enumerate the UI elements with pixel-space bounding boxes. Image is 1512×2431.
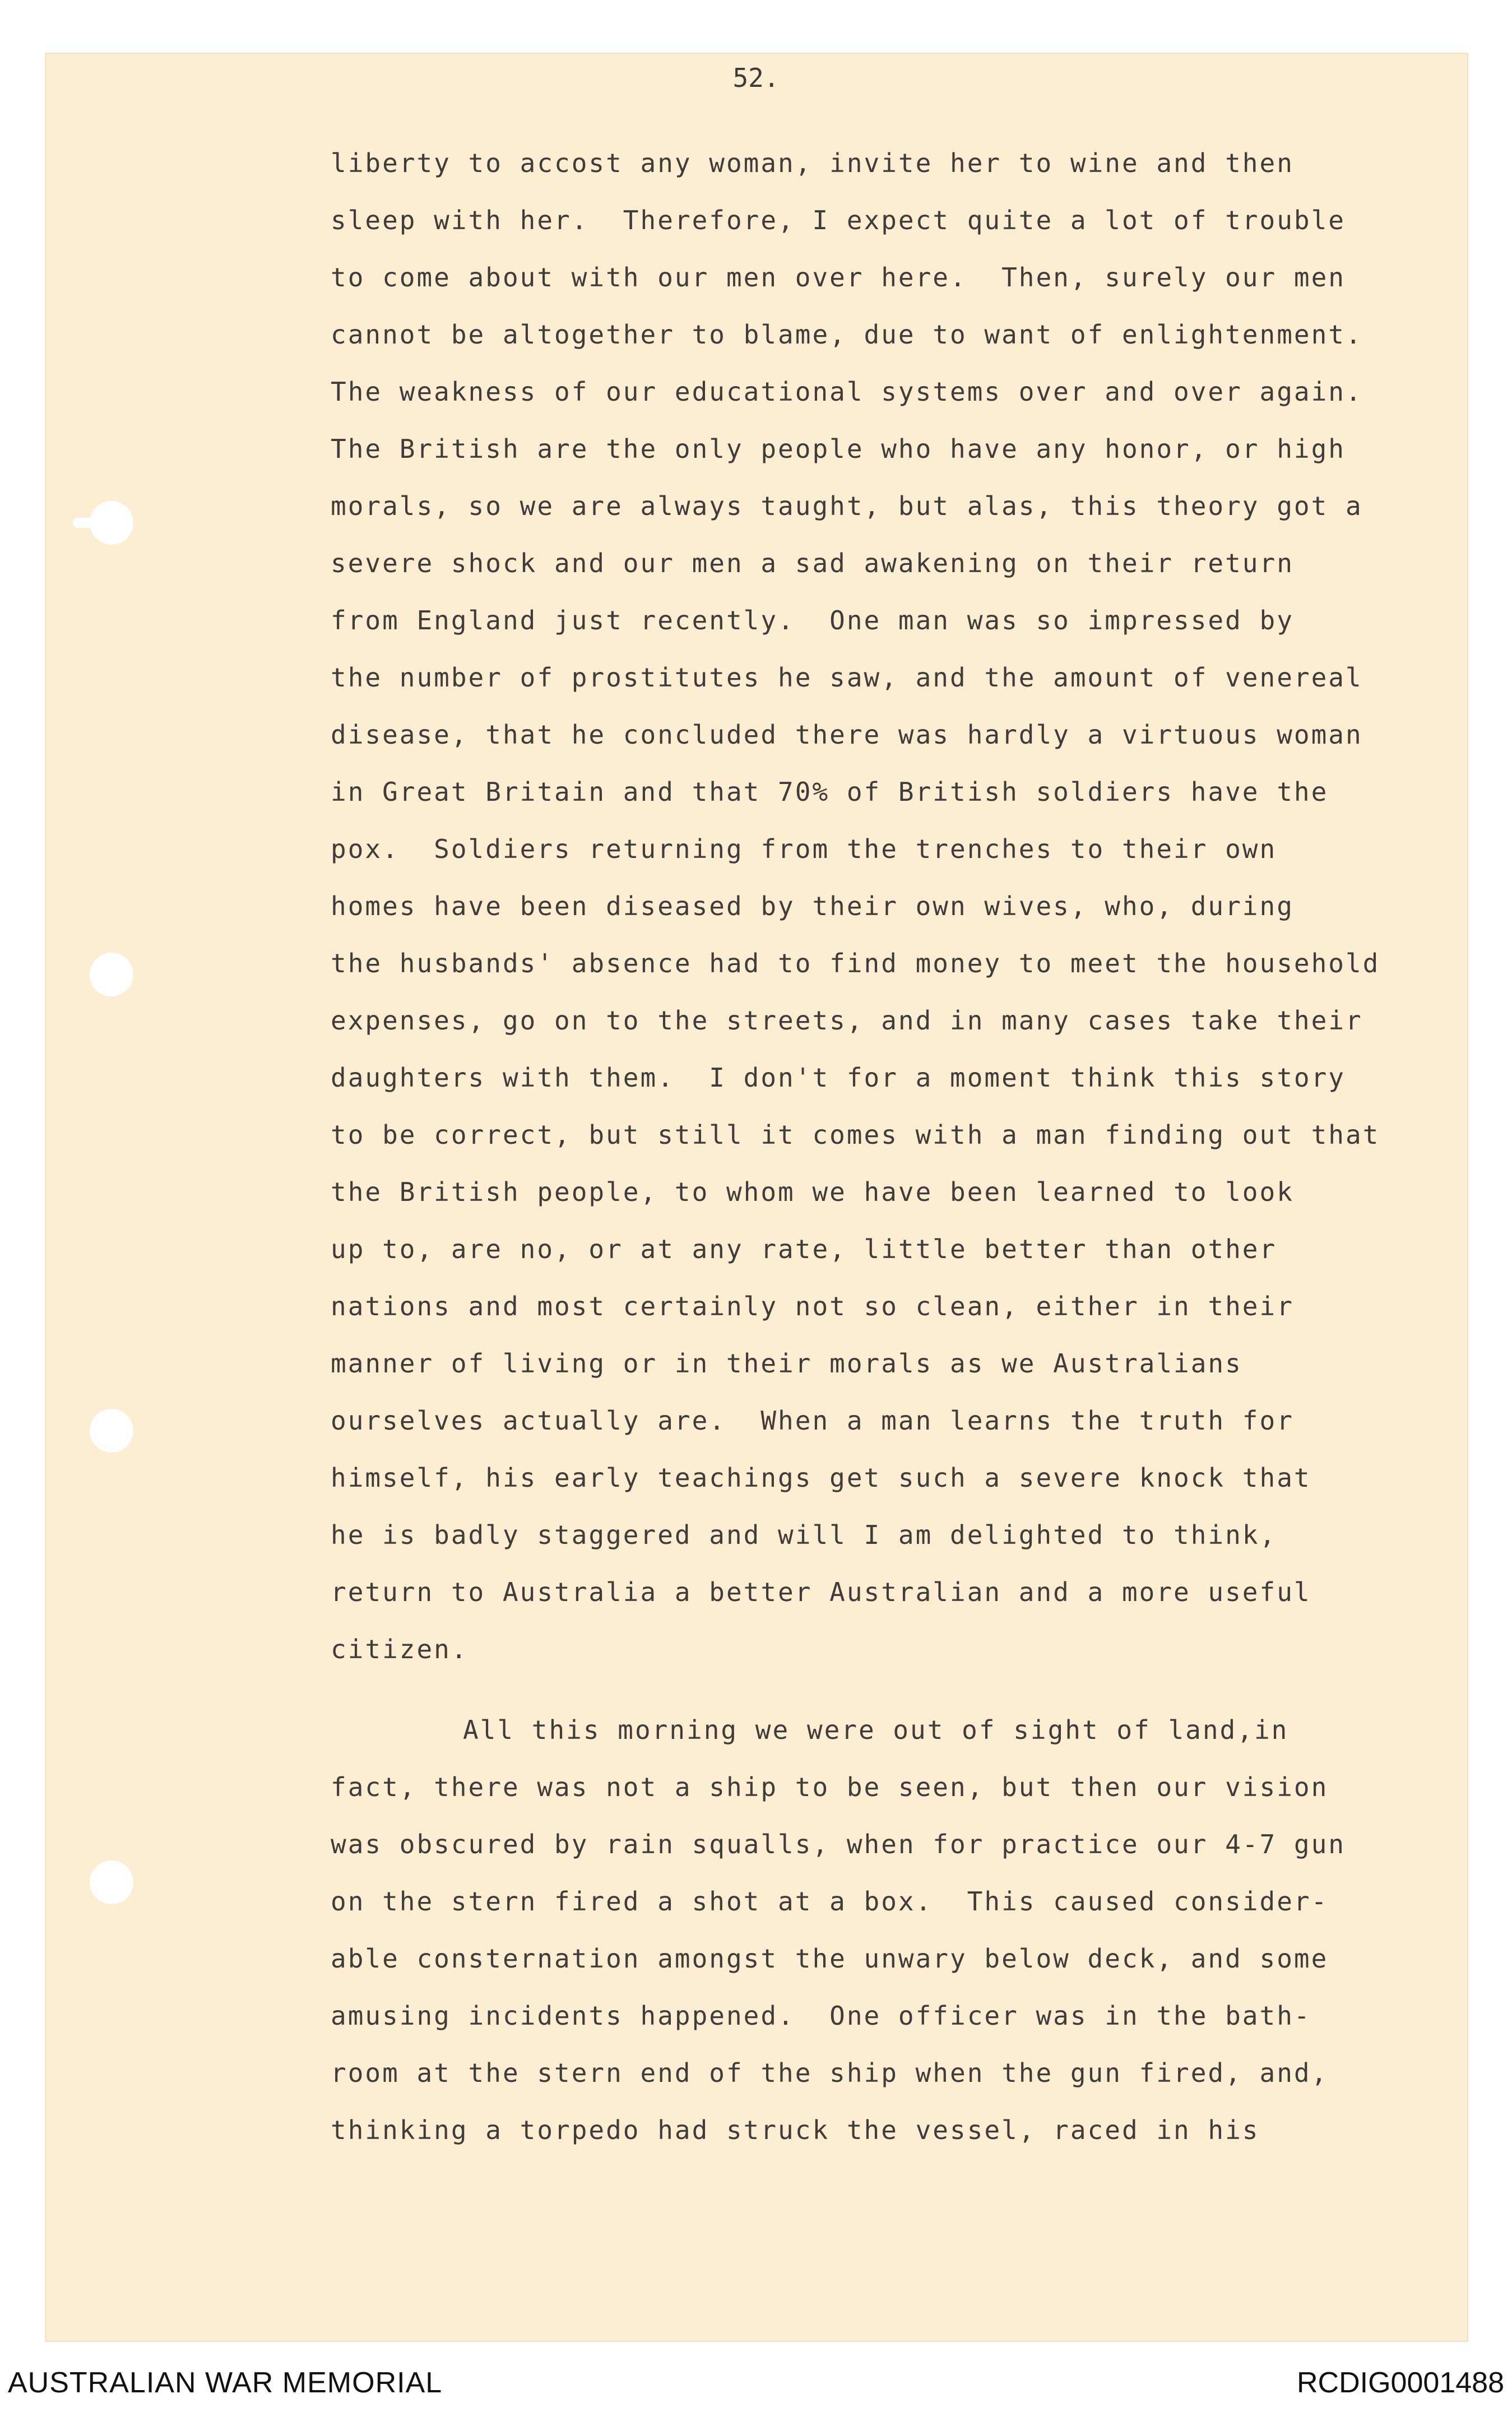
text-line: All this morning we were out of sight of land,in	[463, 1715, 1289, 1745]
text-line: the husbands' absence had to find money to meet the household	[331, 948, 1380, 978]
paragraph-1	[331, 134, 1429, 1678]
punch-hole	[90, 501, 133, 545]
text-line: citizen.	[331, 1634, 469, 1664]
text-line: expenses, go on to the streets, and in many cases take their	[331, 1005, 1363, 1036]
text-line: severe shock and our men a sad awakening on their return	[331, 548, 1294, 578]
institution-caption: AUSTRALIAN WAR MEMORIAL	[8, 2367, 443, 2399]
text-line: on the stern fired a shot at a box. This caused consider-	[331, 1886, 1329, 1917]
text-line: thinking a torpedo had struck the vessel, raced in his	[331, 2115, 1260, 2145]
typed-text-body	[331, 134, 1429, 2159]
text-line: daughters with them. I don't for a moment think this story	[331, 1063, 1346, 1093]
text-line: himself, his early teachings get such a severe knock that	[331, 1463, 1311, 1493]
text-line: pox. Soldiers returning from the trenches to their own	[331, 834, 1277, 864]
punch-hole	[90, 953, 133, 996]
text-line: ourselves actually are. When a man learns the truth for	[331, 1405, 1294, 1436]
text-line: amusing incidents happened. One officer was in the bath-	[331, 2001, 1311, 2031]
text-line: The weakness of our educational systems over and over again.	[331, 377, 1363, 407]
text-line: return to Australia a better Australian and a more useful	[331, 1577, 1311, 1607]
text-line: manner of living or in their morals as we Australians	[331, 1348, 1242, 1379]
page-number: 52.	[732, 63, 780, 93]
text-line: fact, there was not a ship to be seen, but then our vision	[331, 1772, 1329, 1802]
text-line: sleep with her. Therefore, I expect quite a lot of trouble	[331, 205, 1346, 235]
text-line: The British are the only people who have any honor, or high	[331, 434, 1346, 464]
text-line: room at the stern end of the ship when the gun fired, and,	[331, 2058, 1329, 2088]
text-line: the number of prostitutes he saw, and the amount of venereal	[331, 662, 1363, 693]
text-line: disease, that he concluded there was hardly a virtuous woman	[331, 720, 1363, 750]
text-line: liberty to accost any woman, invite her to wine and then	[331, 148, 1294, 178]
text-line: cannot be altogether to blame, due to want of enlightenment.	[331, 319, 1363, 350]
text-line: able consternation amongst the unwary below deck, and some	[331, 1943, 1329, 1974]
reference-code: RCDIG0001488	[1297, 2367, 1504, 2399]
paragraph-2	[331, 1701, 1429, 2159]
text-line: nations and most certainly not so clean, either in their	[331, 1291, 1294, 1321]
punch-hole	[90, 1409, 133, 1453]
text-line: homes have been diseased by their own wives, who, during	[331, 891, 1294, 921]
text-line: to be correct, but still it comes with a man finding out that	[331, 1120, 1380, 1150]
text-line: up to, are no, or at any rate, little better than other	[331, 1234, 1277, 1264]
paragraph-gap	[331, 1678, 1429, 1701]
text-line: in Great Britain and that 70% of British soldiers have the	[331, 777, 1329, 807]
text-line: he is badly staggered and will I am delighted to think,	[331, 1520, 1277, 1550]
punch-hole	[90, 1861, 133, 1904]
text-line: from England just recently. One man was so impressed by	[331, 605, 1294, 635]
text-line: the British people, to whom we have been learned to look	[331, 1177, 1294, 1207]
text-line: to come about with our men over here. Then, surely our men	[331, 262, 1346, 293]
text-line: morals, so we are always taught, but alas, this theory got a	[331, 491, 1363, 521]
text-line: was obscured by rain squalls, when for practice our 4-7 gun	[331, 1829, 1346, 1859]
